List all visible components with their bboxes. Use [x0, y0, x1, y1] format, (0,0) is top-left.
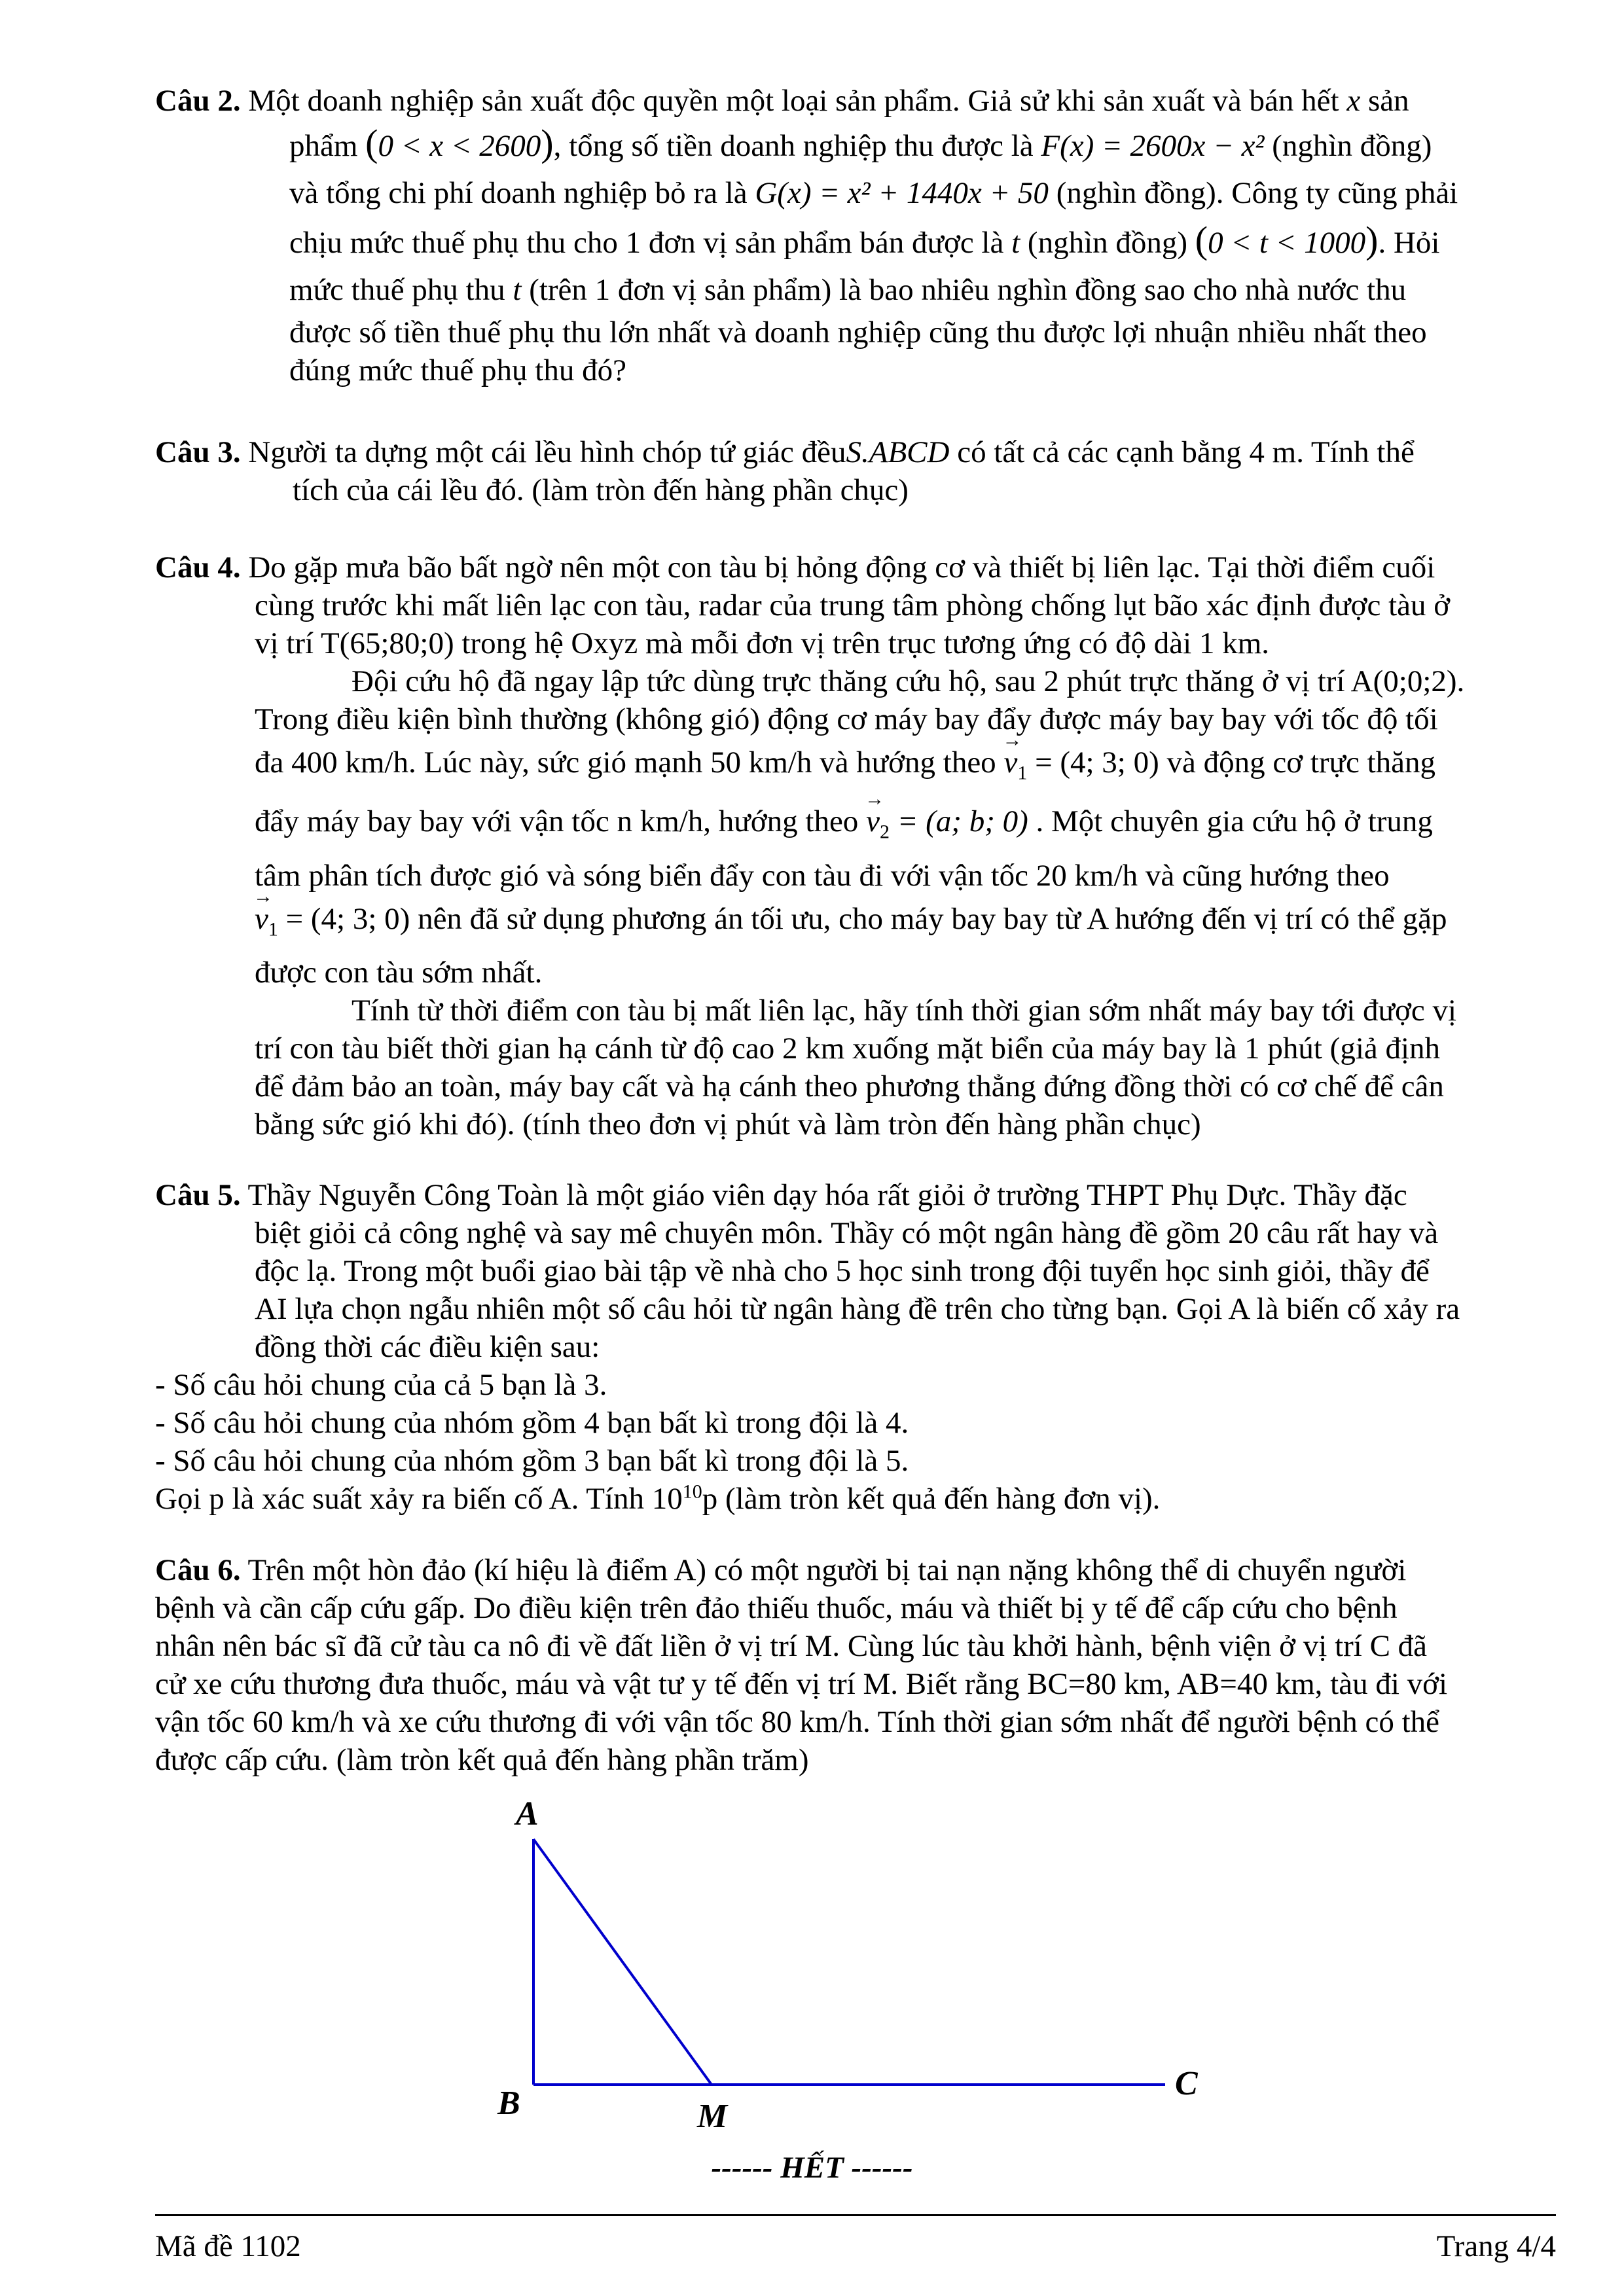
- question-label: Câu 6.: [155, 1553, 241, 1587]
- page-number: Trang 4/4: [1436, 2229, 1556, 2263]
- question-label: Câu 3.: [155, 435, 241, 469]
- point-label-B: B: [497, 2085, 520, 2122]
- end-mark: ------ HẾT ------: [711, 2151, 913, 2185]
- segment-AM: [533, 1839, 712, 2085]
- question-4: Câu 4. Do gặp mưa bão bất ngờ nên một con tàu bị hỏng động cơ và thiết bị liên lạc. Tại thời điểm cuối cùng trước khi mất liên lạc con tàu, radar của trung tâm phòng chống lụt bão xác định được tàu ở vị trí T(65;80;0) trong hệ Oxyz mà mỗi đơn vị trên trục tương ứng có độ dài 1 km. Đội cứu hộ đã ngay lập tức dùng trực thăng cứu hộ, sau 2 phút trực thăng ở vị trí A(0;0;2). Trong điều kiện bình thường (không gió) động cơ máy bay đẩy được máy bay bay với tốc độ tối đa 400 km/h. Lúc này, sức gió mạnh 50 km/h và hướng theo → $v_1 = (4$; 3; 0) và động cơ trực thăng đẩy máy bay bay với vận tốc n km/h, hướng theo → $v_2 = (a$; b; 0) . Một chuyên gia cứu hộ ở trung tâm phân tích được gió và sóng biển đẩy con tàu đi với vận tốc 20 km/h và cũng hướng theo → $v_1 = (4$; 3; 0) nên đã sử dụng phương án tối ưu, cho máy bay bay từ A hướng đến vị trí có thể gặp được con tàu sớm nhất. Tính từ thời điểm con tàu bị mất liên lạc, hãy tính thời gian sớm nhất máy bay tới được vị trí con tàu biết thời gian hạ cánh từ độ cao 2 km xuống mặt biển của máy bay là 1 phút (giả định để đảm bảo an toàn, máy bay cất và hạ cánh theo phương thẳng đứng đồng thời có cơ chế để cân bằng sức gió khi đó). (tính theo đơn vị phút và làm tròn đến hàng phần chục): [155, 548, 1556, 1143]
- list-item: - Số câu hỏi chung của cả 5 bạn là 3.: [155, 1368, 607, 1402]
- question-label: Câu 2.: [155, 84, 241, 118]
- list-item: - Số câu hỏi chung của nhóm gồm 4 bạn bất kì trong đội là 4.: [155, 1406, 909, 1440]
- question-2: Câu 2. Một doanh nghiệp sản xuất độc quyền một loại sản phẩm. Giả sử khi sản xuất và bán hết x sản phẩm (0 < x < 2600), tổng số tiền doanh nghiệp thu được là F(x) = 2600x − x² (nghìn đồng) và tổng chi phí doanh nghiệp bỏ ra là G(x) = x² + 1440x + 50 (nghìn đồng). Công ty cũng phải chịu mức thuế phụ thu cho 1 đơn vị sản phẩm bán được là t (nghìn đồng) (0 < t < 1000). Hỏi mức thuế phụ thu t (trên 1 đơn vị sản phẩm) là bao nhiêu nghìn đồng sao cho nhà nước thu được số tiền thuế phụ thu lớn nhất và doanh nghiệp cũng thu được lợi nhuận nhiều nhất theo đúng mức thuế phụ thu đó?: [155, 84, 1458, 387]
- question-3: Câu 3. Người ta dựng một cái lều hình chóp tứ giác đềuS.ABCD có tất cả các cạnh bằng 4 m. Tính thể tích của cái lều đó. (làm tròn đến hàng phần chục): [155, 435, 1415, 507]
- exam-code: Mã đề 1102: [155, 2229, 301, 2263]
- point-label-A: A: [516, 1795, 539, 1833]
- question-6: Câu 6. Trên một hòn đảo (kí hiệu là điểm A) có một người bị tai nạn nặng không thể di chuyển người bệnh và cần cấp cứu gấp. Do điều kiện trên đảo thiếu thuốc, máu và thiết bị y tế để cấp cứu cho bệnh nhân nên bác sĩ đã cử tàu ca nô đi về đất liền ở vị trí M. Cùng lúc tàu khởi hành, bệnh viện ở vị trí C đã cử xe cứu thương đưa thuốc, máu và vật tư y tế đến vị trí M. Biết rằng BC=80 km, AB=40 km, tàu đi với vận tốc 60 km/h và xe cứu thương đi với vận tốc 80 km/h. Tính thời gian sớm nhất để người bệnh có thể được cấp cứu. (làm tròn kết quả đến hàng phần trăm): [155, 1553, 1448, 1777]
- footer-divider: [155, 2214, 1556, 2216]
- point-label-C: C: [1175, 2065, 1198, 2102]
- list-item: - Số câu hỏi chung của nhóm gồm 3 bạn bất kì trong đội là 5.: [155, 1444, 909, 1478]
- vector-v1: → v: [1003, 738, 1017, 787]
- triangle-figure: [471, 1793, 1257, 2134]
- formula-G: G(x) = x² + 1440x + 50: [755, 176, 1049, 210]
- question-label: Câu 4.: [155, 550, 241, 584]
- vector-v2: → v: [866, 797, 880, 846]
- question-label: Câu 5.: [155, 1178, 241, 1212]
- formula-F: F(x) = 2600x − x²: [1041, 129, 1265, 163]
- point-label-M: M: [697, 2098, 728, 2134]
- question-5: Câu 5. Thầy Nguyễn Công Toàn là một giáo viên dạy hóa rất giỏi ở trường THPT Phụ Dực. Thầy đặc biệt giỏi cả công nghệ và say mê chuyên môn. Thầy có một ngân hàng đề gồm 20 câu rất hay và độc lạ. Trong một buổi giao bài tập về nhà cho 5 học sinh trong đội tuyển học sinh giỏi, thầy để AI lựa chọn ngẫu nhiên một số câu hỏi từ ngân hàng đề trên cho từng bạn. Gọi A là biến cố xảy ra đồng thời các điều kiện sau: - Số câu hỏi chung của cả 5 bạn là 3. - Số câu hỏi chung của nhóm gồm 4 bạn bất kì trong đội là 4. - Số câu hỏi chung của nhóm gồm 3 bạn bất kì trong đội là 5. Gọi p là xác suất xảy ra biến cố A. Tính $10^{10}p$ (làm tròn kết quả đến hàng đơn vị).: [155, 1176, 1556, 1518]
- vector-v1: → v: [255, 895, 268, 943]
